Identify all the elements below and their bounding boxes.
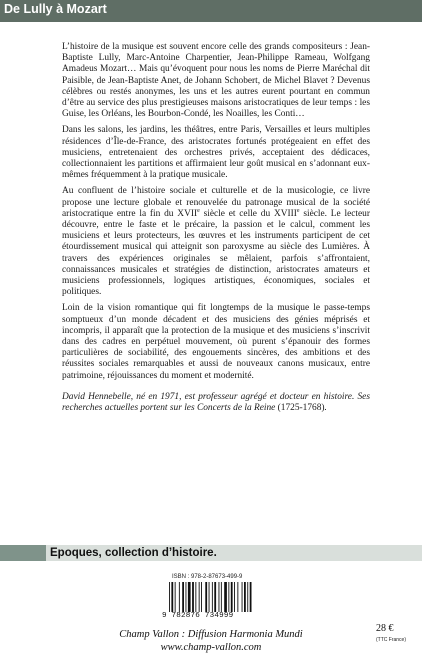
paragraph-1: L’histoire de la musique est souvent encore celle des grands compositeurs : Jean-Baptiste Lully, Marc-Antoine Charpentier, Jean-Philippe Rameau, Wolfgang Amadeus Mozart… Mais qu’évoquent pour nous les noms de Pierre Maréchal dit Paisible, de Jean-Baptiste Anet, de Johann Schobert, de Michel Blavet ? Devenus célèbres ou restés anonymes, les uns et les autres eurent pourtant en commun d’être au service des plus prestigieuses maisons aristocratiques de leur temps : les Guise, les Orléans, les Bourbon-Condé, les Noailles, les Conti… [62, 42, 370, 120]
author-bio [62, 392, 370, 414]
book-title: De Lully à Mozart [4, 2, 107, 16]
series-color-block [0, 545, 46, 561]
paragraph-3-part-b: siècle et celle du [199, 208, 274, 219]
century-17-sup: e [197, 207, 200, 214]
barcode-digits: 9 782876 734999 [162, 612, 234, 620]
paragraph-3 [62, 186, 370, 298]
isbn-label: ISBN : 978-2-87673-499-9 [172, 574, 243, 580]
publisher-line: Champ Vallon : Diffusion Harmonia Mundi [119, 629, 303, 640]
barcode-icon [167, 582, 267, 612]
century-17: XVII [177, 208, 198, 219]
price-note: (TTC France) [376, 637, 406, 643]
series-title: Epoques, collection d’histoire. [50, 547, 217, 559]
author-bio-text: David Hennebelle, né en 1971, est professeur agrégé et docteur en histoire. Ses recherches actuelles portent sur les Concerts de la Reine [62, 391, 370, 414]
century-18: XVIII [273, 208, 297, 219]
publisher-website: www.champ-vallon.com [160, 642, 262, 653]
century-18-sup: e [296, 207, 300, 214]
publisher-info [0, 628, 422, 654]
back-cover-text [62, 42, 370, 419]
paragraph-3-part-a: Au confluent de l’histoire sociale et culturelle et de la musicologie, ce livre propose une lecture globale et renouvelée du patronage musical de la société aristocratique entre la fin du [62, 186, 370, 219]
paragraph-3-part-c: siècle. Le lecteur découvre, entre le faste et le précaire, la passion et le calcul, comment les musiciens et leurs protecteurs, les œuvres et les instruments participent de cet étourdissement musical qui atteignit son paroxysme au siècle des Lumières. À travers des expériences originales se mêlaient, parfois s’affrontaient, connaissances musicales et stratégies de distinction, aristocrates amateurs et musiciens professionnels, logiques artistiques, économiques, sociales et politiques. [62, 208, 370, 298]
paragraph-4: Loin de la vision romantique qui fit longtemps de la musique le passe-temps somptueux d’un monde décadent et des musiciens des génies méprisés et incompris, il apparaît que la protection de la musique et des musiciens s’inscrivit dans des cadres en perpétuel mouvement, où purent s’épanouir des formes particulières de sociabilité, des engouements sincères, des ambitions et des réussites sociales remarquables et aussi de nouveaux canons musicaux, entre patrimoine, réjouissances du moment et modernité. [62, 303, 370, 381]
author-bio-dates: (1725-1768) [277, 403, 325, 414]
author-bio-end: . [324, 403, 327, 414]
paragraph-2: Dans les salons, les jardins, les théâtres, entre Paris, Versailles et leurs multiples résidences d’Île-de-France, des aristocrates fortunés protégeaient en effet des musiciens, entretenaient des orchestres privés, acceptaient des dédicaces, collectionnaient les partitions et affirmaient leur goût musical en s’adonnant eux-mêmes fréquemment à la pratique musicale. [62, 125, 370, 181]
price: 28 € [376, 623, 394, 634]
